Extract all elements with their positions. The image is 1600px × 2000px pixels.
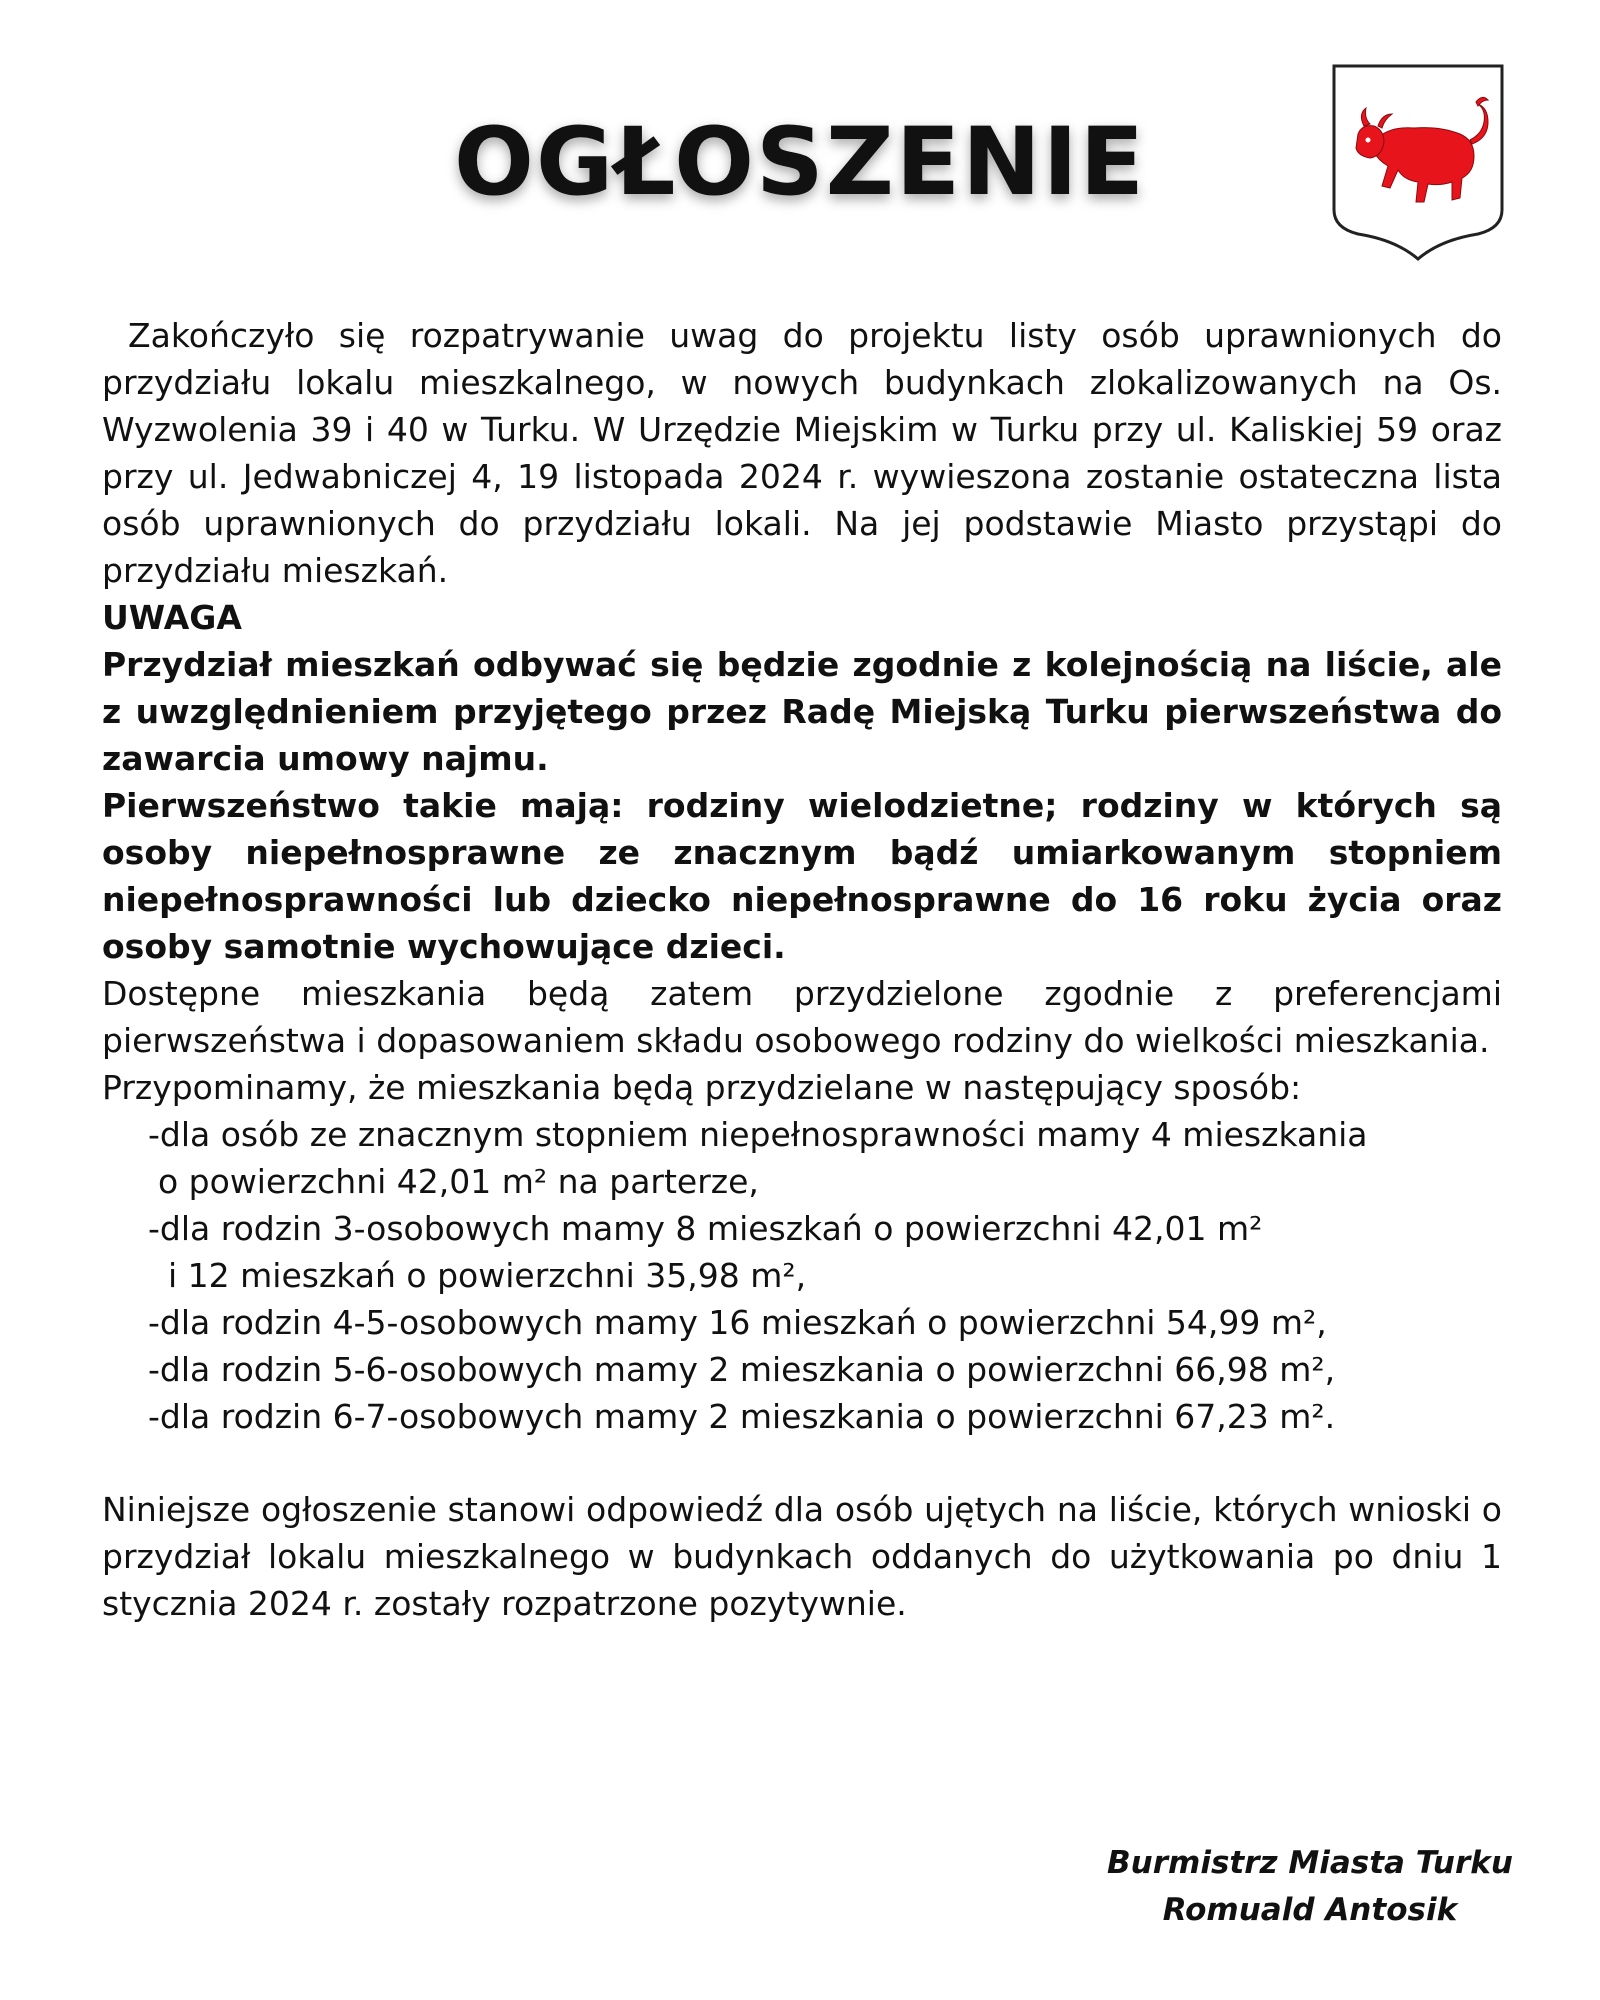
allocation-list: [102, 1111, 1502, 1440]
allocation-paragraph: Dostępne mieszkania będą zatem przydzielone zgodnie z preferencjami pierwszeństwa i dopasowaniem składu osobowego rodziny do wielkości mieszkania.: [102, 974, 1502, 1060]
priority-groups-paragraph: Pierwszeństwo takie mają: rodziny wielodzietne; rodziny w których są osoby niepełnosprawne ze znacznym bądź umiarkowanym stopniem niepełnosprawności lub dziecko niepełnosprawne do 16 roku życia oraz osoby samotnie wychowujące dzieci.: [102, 786, 1502, 966]
intro-paragraph: Zakończyło się rozpatrywanie uwag do projektu listy osób uprawnionych do przydziału lokalu mieszkalnego, w nowych budynkach zlokalizowanych na Os. Wyzwolenia 39 i 40 w Turku. W Urzędzie Miejskim w Turku przy ul. Kaliskiej 59 oraz przy ul. Jedwabniczej 4, 19 listopada 2024 r. wywieszona zostanie ostateczna lista osób uprawnionych do przydziału lokali. Na jej podstawie Miasto przystąpi do przydziału mieszkań.: [102, 316, 1502, 590]
announcement-body: [102, 312, 1502, 1627]
list-item-line: -dla rodzin 5-6-osobowych mamy 2 mieszkania o powierzchni 66,98 m²,: [148, 1350, 1336, 1389]
list-item: [148, 1299, 1502, 1346]
list-item-line: -dla osób ze znacznym stopniem niepełnosprawności mamy 4 mieszkania: [148, 1115, 1368, 1154]
closing-paragraph: Niniejsze ogłoszenie stanowi odpowiedź dla osób ujętych na liście, których wnioski o przydział lokalu mieszkalnego w budynkach oddanych do użytkowania po dniu 1 stycznia 2024 r. zostały rozpatrzone pozytywnie.: [102, 1490, 1502, 1623]
list-item-line-continued: o powierzchni 42,01 m² na parterze,: [158, 1162, 759, 1201]
signature-block: [1040, 1840, 1580, 1934]
list-item: [148, 1393, 1502, 1440]
list-item-line: -dla rodzin 3-osobowych mamy 8 mieszkań o powierzchni 42,01 m²: [148, 1209, 1263, 1248]
list-item-line-continued: i 12 mieszkań o powierzchni 35,98 m²,: [168, 1256, 807, 1295]
list-item-line: -dla rodzin 6-7-osobowych mamy 2 mieszkania o powierzchni 67,23 m².: [148, 1397, 1336, 1436]
page-title: OGŁOSZENIE: [454, 108, 1146, 217]
list-item: [148, 1346, 1502, 1393]
list-item: [148, 1205, 1502, 1299]
bull-coat-of-arms-icon: [1328, 60, 1508, 265]
list-item-line: -dla rodzin 4-5-osobowych mamy 16 mieszkań o powierzchni 54,99 m²,: [148, 1303, 1327, 1342]
signature-role: Burmistrz Miasta Turku: [1107, 1845, 1513, 1881]
priority-paragraph: Przydział mieszkań odbywać się będzie zgodnie z kolejnością na liście, ale z uwzględnieniem przyjętego przez Radę Miejską Turku pierwszeństwa do zawarcia umowy najmu.: [102, 645, 1502, 778]
list-intro: Przypominamy, że mieszkania będą przydzielane w następujący sposób:: [102, 1068, 1302, 1107]
signature-name: Romuald Antosik: [1162, 1892, 1458, 1928]
list-item: [148, 1111, 1502, 1205]
uwaga-heading: UWAGA: [102, 598, 242, 637]
